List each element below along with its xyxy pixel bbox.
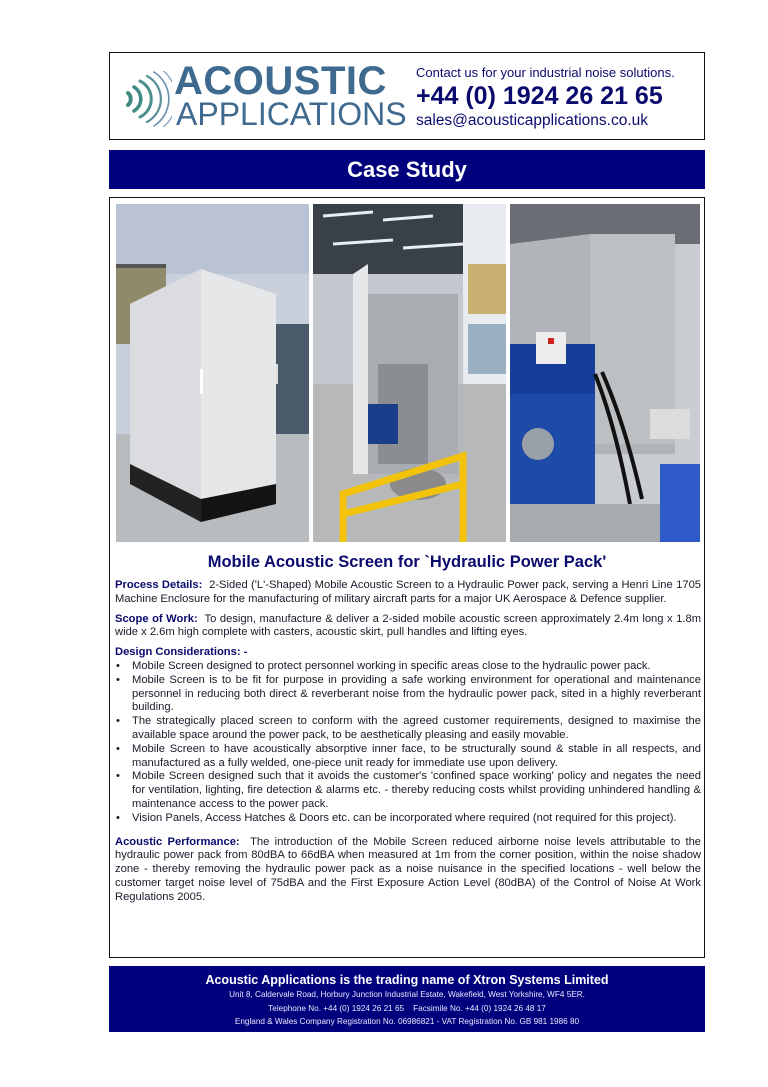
scope-of-work-text: To design, manufacture & deliver a 2-sided mobile acoustic screen approximately 2.4m long x 1.8m wide x 2.6m high complete with casters, acoustic skirt, pull handles and lifting eyes. bbox=[115, 612, 702, 639]
footer-phones: Telephone No. +44 (0) 1924 26 21 65 Facsimile No. +44 (0) 1924 26 48 17 bbox=[268, 1003, 546, 1013]
scope-of-work-label: Scope of Work: bbox=[115, 612, 198, 625]
acoustic-performance bbox=[115, 836, 701, 905]
header bbox=[109, 52, 705, 140]
contact-block bbox=[416, 65, 675, 130]
process-details-text: 2-Sided ('L'-Shaped) Mobile Acoustic Screen to a Hydraulic Power pack, serving a Henri Line 1705 Machine Enclosure for the manufacturing of military aircraft parts for a major UK Aerospace & Defence supplier. bbox=[115, 579, 702, 605]
case-study-body bbox=[115, 579, 701, 911]
photo-strip bbox=[116, 204, 700, 544]
contact-tagline: Contact us for your industrial noise solutions. bbox=[416, 65, 675, 80]
contact-email[interactable]: sales@acousticapplications.co.uk bbox=[416, 112, 648, 129]
footer bbox=[109, 966, 705, 1032]
case-study-title: Mobile Acoustic Screen for `Hydraulic Power Pack' bbox=[207, 553, 607, 571]
process-details-label: Process Details: bbox=[115, 579, 203, 591]
sound-waves-icon bbox=[122, 71, 172, 127]
scope-of-work bbox=[115, 613, 701, 641]
list-item: • Vision Panels, Access Hatches & Doors etc. can be incorporated where required (not required for this project). bbox=[115, 812, 701, 826]
design-considerations-label: Design Considerations: - bbox=[115, 646, 248, 659]
footer-title: Acoustic Applications is the trading name of Xtron Systems Limited bbox=[205, 973, 609, 987]
acoustic-performance-label: Acoustic Performance: bbox=[115, 835, 240, 848]
footer-registration: England & Wales Company Registration No. 06986821 - VAT Registration No. GB 981 1986 80 bbox=[234, 1017, 580, 1026]
list-item: • Mobile Screen designed such that it avoids the customer's 'confined space working' policy and negates the need for ventilation, lighting, fire detection & alarms etc. - thereby reducing costs whilst providing unhindered handling & maintenance access to the power pack. bbox=[115, 770, 701, 811]
case-study-banner: Case Study bbox=[109, 150, 705, 189]
list-item: • Mobile Screen is to be fit for purpose in providing a safe working environment for operational and maintenance personnel in reducing both direct & reverberant noise from the hydraulic power pack, sited in a highly reverberant building. bbox=[115, 674, 701, 715]
logo-text-acoustic: ACOUSTIC bbox=[174, 59, 387, 103]
list-item: • Mobile Screen to have acoustically absorptive inner face, to be structurally sound & stable in all respects, and manufactured as a fully welded, one-piece unit ready for immediate use upon delivery. bbox=[115, 743, 701, 771]
photo-hydraulic-power-pack bbox=[510, 204, 700, 542]
acoustic-performance-text: The introduction of the Mobile Screen reduced airborne noise levels attributable to the hydraulic power pack from 80dBA to 66dBA when measured at 1m from the corner position, within the noise shadow zone - thereby removing the hydraulic power pack as a noise nuisance in the specified locations - well below the customer target noise level of 75dBA and the First Exposure Action Level (80dBA) of the Control of Noise At Work Regulations 2005. bbox=[115, 835, 702, 903]
list-item: • Mobile Screen designed to protect personnel working in specific areas close to the hydraulic power pack. bbox=[115, 660, 701, 674]
photo-mobile-screen bbox=[313, 204, 506, 542]
process-details bbox=[115, 579, 701, 607]
case-study-content bbox=[109, 197, 705, 958]
footer-address: Unit 8, Caldervale Road, Horbury Junction Industrial Estate, Wakefield, West Yorkshire, WF4 5ER. bbox=[229, 990, 585, 999]
design-considerations-list bbox=[115, 660, 701, 826]
contact-phone[interactable]: +44 (0) 1924 26 21 65 bbox=[416, 82, 663, 110]
list-item: • The strategically placed screen to conform with the agreed customer requirements, designed to maximise the available space around the power pack, to be aesthetically pleasing and easily movable. bbox=[115, 715, 701, 743]
company-logo bbox=[122, 59, 412, 132]
logo-text-applications: APPLICATIONS bbox=[176, 96, 407, 132]
photo-enclosure bbox=[116, 204, 309, 542]
